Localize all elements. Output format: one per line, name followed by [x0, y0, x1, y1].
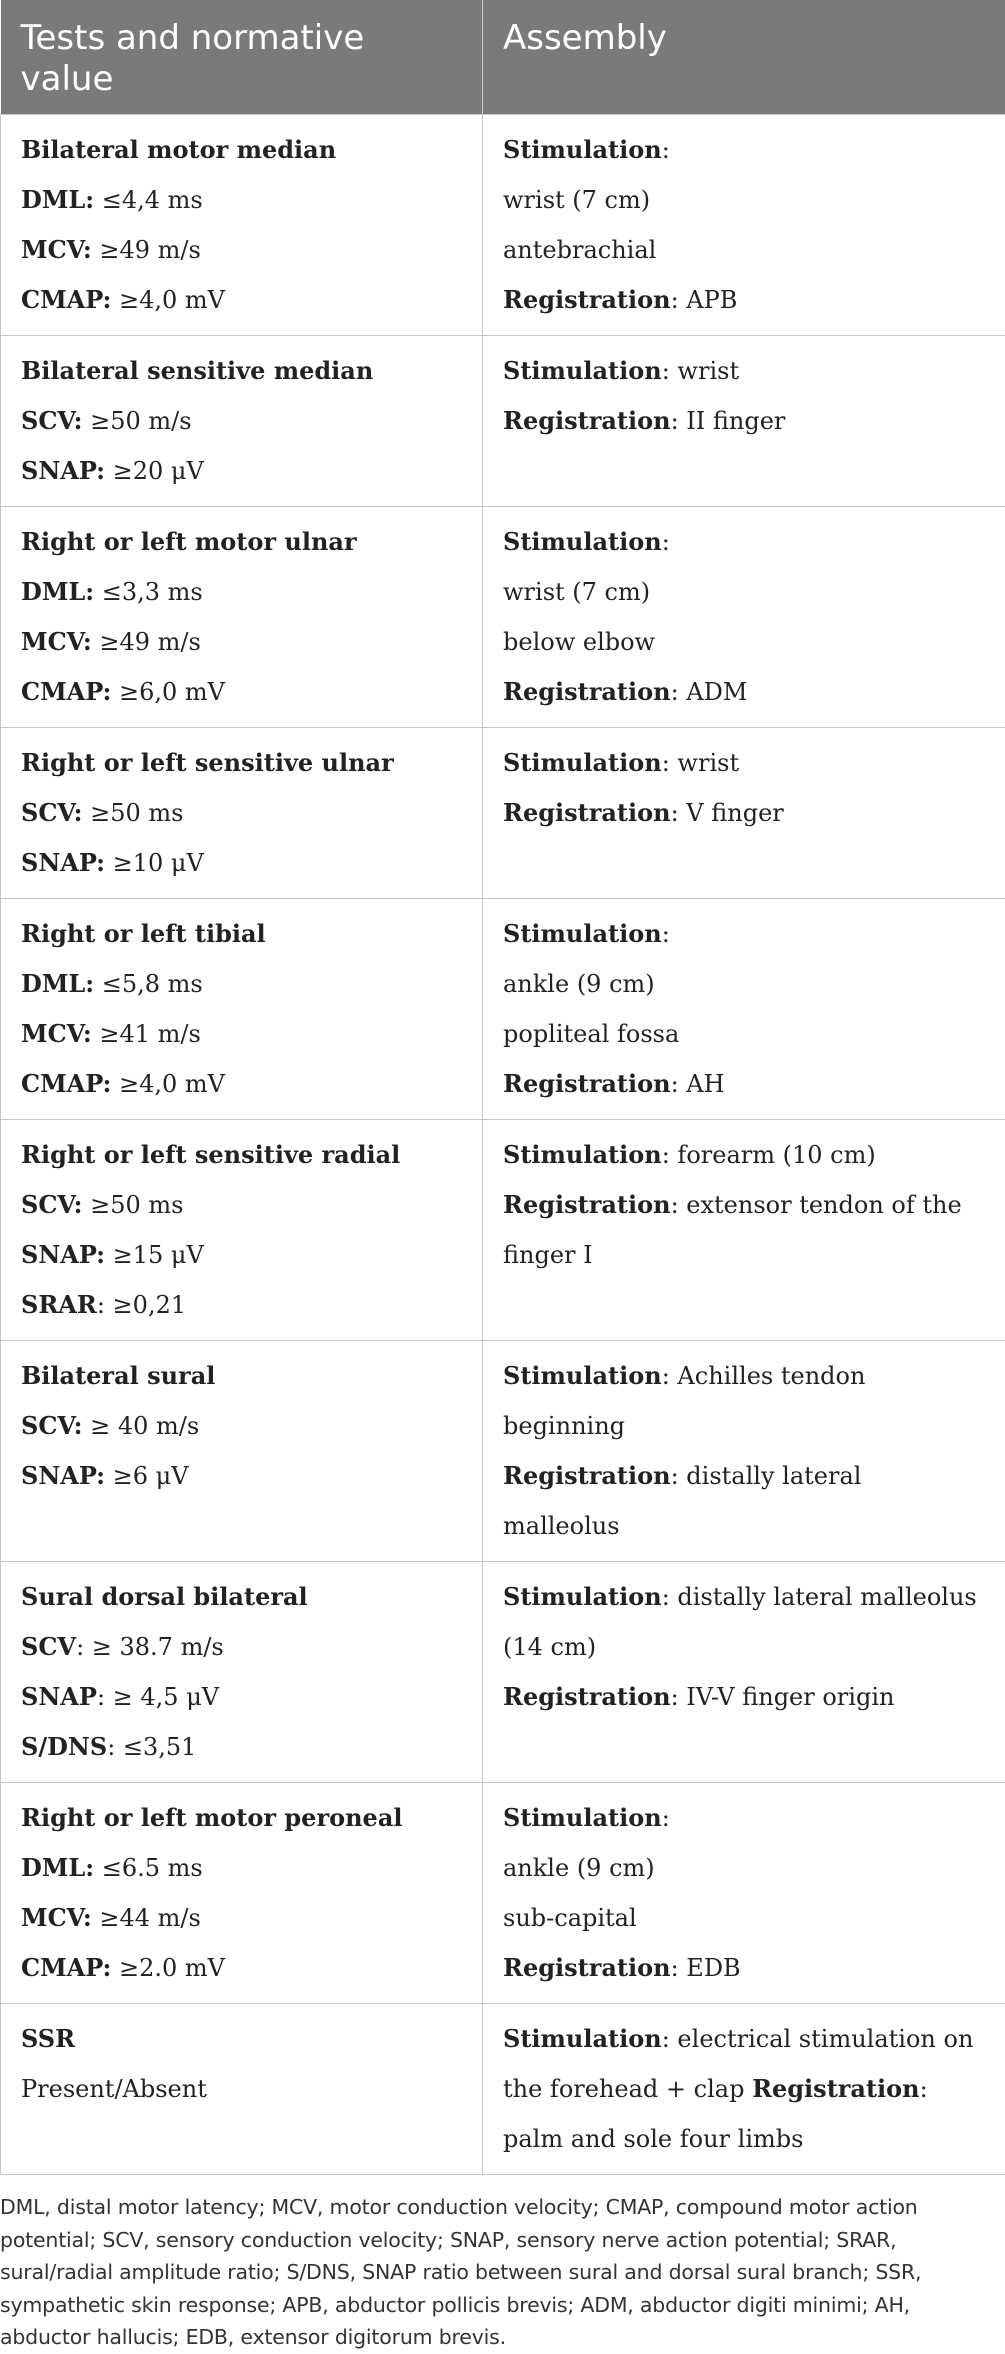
line-value: :: [662, 1804, 670, 1832]
line-label: Registration: [503, 1953, 671, 1982]
table-body: [1, 115, 1005, 2175]
header-row: [1, 0, 1005, 115]
line-label: MCV:: [21, 1903, 92, 1932]
assembly-line: [503, 1672, 985, 1722]
line-value: ≥50 m/s: [83, 407, 192, 435]
line-label: Stimulation: [503, 1582, 662, 1611]
test-criterion: [21, 567, 462, 617]
test-criterion: [21, 175, 462, 225]
test-criterion: [21, 1401, 462, 1451]
line-label: SSR: [21, 2024, 75, 2053]
tests-cell: [1, 507, 483, 728]
assembly-cell: [483, 1341, 1005, 1562]
assembly-line: [503, 125, 985, 175]
assembly-paragraph: [503, 2014, 985, 2164]
assembly-line: [503, 346, 985, 396]
assembly-cell: [483, 2004, 1005, 2175]
line-label: Stimulation: [503, 2024, 662, 2053]
assembly-line: [503, 1451, 985, 1551]
test-name: [21, 1793, 462, 1843]
line-value: : wrist: [662, 357, 739, 385]
line-value: : ≥0,21: [97, 1291, 186, 1319]
line-value: ≤5,8 ms: [94, 970, 203, 998]
assembly-cell: [483, 1120, 1005, 1341]
table-footnote: DML, distal motor latency; MCV, motor conduction velocity; CMAP, compound motor action potential; SCV, sensory conduction velocity; SNAP, sensory nerve action potential; SRAR, sural/radial amplitude ratio; S/DNS, SNAP ratio between sural and dorsal sural branch; SSR, sympathetic skin response; APB, abductor pollicis brevis; ADM, abductor digiti minimi; AH, abductor hallucis; EDB, extensor digitorum brevis.: [0, 2175, 1005, 2354]
tests-cell: [1, 115, 483, 336]
test-criterion: [21, 1722, 462, 1772]
line-label: CMAP:: [21, 1069, 111, 1098]
assembly-cell: [483, 899, 1005, 1120]
test-criterion: [21, 788, 462, 838]
line-label: CMAP:: [21, 677, 111, 706]
line-label: SCV:: [21, 1190, 83, 1219]
line-value: :: [662, 528, 670, 556]
header-assembly: Assembly: [483, 0, 1005, 115]
test-criterion: [21, 1672, 462, 1722]
assembly-line: [503, 396, 985, 446]
assembly-line: [503, 1130, 985, 1180]
line-value: : forearm (10 cm): [662, 1141, 876, 1169]
assembly-line: [503, 738, 985, 788]
line-label: Registration: [752, 2074, 920, 2103]
line-label: Right or left motor ulnar: [21, 527, 357, 556]
line-label: Bilateral motor median: [21, 135, 336, 164]
line-label: Sural dorsal bilateral: [21, 1582, 308, 1611]
assembly-line: [503, 667, 985, 717]
table-row: [1, 115, 1005, 336]
line-value: : AH: [671, 1070, 725, 1098]
assembly-line: [503, 1793, 985, 1843]
line-value: ≥50 ms: [83, 1191, 184, 1219]
line-label: SCV:: [21, 798, 83, 827]
assembly-line: [503, 909, 985, 959]
line-value: below elbow: [503, 628, 655, 656]
assembly-line: [503, 617, 985, 667]
assembly-line: [503, 175, 985, 225]
line-value: ≥ 40 m/s: [83, 1412, 200, 1440]
line-value: : V finger: [671, 799, 784, 827]
assembly-cell: [483, 1562, 1005, 1783]
line-label: SCV: [21, 1632, 76, 1661]
line-label: DML:: [21, 1853, 94, 1882]
tests-cell: [1, 899, 483, 1120]
line-label: Right or left motor peroneal: [21, 1803, 402, 1832]
assembly-line: [503, 788, 985, 838]
line-label: Stimulation: [503, 135, 662, 164]
line-value: ankle (9 cm): [503, 970, 655, 998]
tests-cell: [1, 728, 483, 899]
line-value: ≤4,4 ms: [94, 186, 203, 214]
line-label: Stimulation: [503, 748, 662, 777]
line-label: Registration: [503, 798, 671, 827]
line-label: DML:: [21, 577, 94, 606]
line-value: ≥44 m/s: [92, 1904, 201, 1932]
test-name: [21, 1130, 462, 1180]
line-label: DML:: [21, 969, 94, 998]
line-value: :: [662, 136, 670, 164]
test-name: [21, 1572, 462, 1622]
line-value: : EDB: [671, 1954, 741, 1982]
tests-cell: [1, 1120, 483, 1341]
table-row: [1, 507, 1005, 728]
line-label: Right or left sensitive radial: [21, 1140, 400, 1169]
line-label: Bilateral sensitive median: [21, 356, 373, 385]
test-criterion: [21, 1059, 462, 1109]
line-value: ≥10 μV: [105, 849, 204, 877]
test-name: [21, 517, 462, 567]
test-name: [21, 346, 462, 396]
line-value: wrist (7 cm): [503, 578, 650, 606]
test-criterion: [21, 1893, 462, 1943]
line-value: ≥49 m/s: [92, 236, 201, 264]
test-criterion: [21, 2064, 462, 2114]
line-value: : wrist: [662, 749, 739, 777]
line-label: Stimulation: [503, 919, 662, 948]
assembly-line: [503, 1180, 985, 1280]
test-name: [21, 2014, 462, 2064]
line-value: ≥15 μV: [105, 1241, 204, 1269]
line-value: ≥50 ms: [83, 799, 184, 827]
line-value: : II finger: [671, 407, 786, 435]
line-value: : IV-V finger origin: [671, 1683, 895, 1711]
table-header: [1, 0, 1005, 115]
line-value: ≥4,0 mV: [111, 1070, 225, 1098]
line-value: : ≤3,51: [107, 1733, 196, 1761]
line-value: :: [662, 920, 670, 948]
line-label: Right or left tibial: [21, 919, 266, 948]
assembly-line: [503, 275, 985, 325]
line-label: Right or left sensitive ulnar: [21, 748, 394, 777]
line-label: SNAP: [21, 1682, 97, 1711]
test-criterion: [21, 446, 462, 496]
line-label: Bilateral sural: [21, 1361, 215, 1390]
test-criterion: [21, 1451, 462, 1501]
line-value: : extensor tendon of the finger I: [503, 1191, 969, 1269]
line-label: Registration: [503, 677, 671, 706]
line-value: : Achilles tendon beginning: [503, 1362, 873, 1440]
assembly-cell: [483, 115, 1005, 336]
tests-cell: [1, 2004, 483, 2175]
line-value: : distally lateral malleolus: [503, 1462, 869, 1540]
tests-cell: [1, 1341, 483, 1562]
line-label: Stimulation: [503, 1140, 662, 1169]
line-value: : ADM: [671, 678, 748, 706]
assembly-cell: [483, 728, 1005, 899]
line-label: SCV:: [21, 406, 83, 435]
line-label: Stimulation: [503, 356, 662, 385]
assembly-line: [503, 1351, 985, 1451]
assembly-cell: [483, 336, 1005, 507]
tests-cell: [1, 336, 483, 507]
line-value: sub-capital: [503, 1904, 637, 1932]
line-label: CMAP:: [21, 1953, 111, 1982]
line-label: Registration: [503, 1190, 671, 1219]
line-label: MCV:: [21, 1019, 92, 1048]
test-criterion: [21, 1280, 462, 1330]
line-label: Registration: [503, 1069, 671, 1098]
test-criterion: [21, 1943, 462, 1993]
assembly-line: [503, 1943, 985, 1993]
assembly-line: [503, 1009, 985, 1059]
test-criterion: [21, 617, 462, 667]
test-criterion: [21, 1009, 462, 1059]
line-label: Registration: [503, 406, 671, 435]
line-value: wrist (7 cm): [503, 186, 650, 214]
test-name: [21, 738, 462, 788]
assembly-line: [503, 959, 985, 1009]
test-name: [21, 125, 462, 175]
line-label: SNAP:: [21, 456, 105, 485]
assembly-line: [503, 1893, 985, 1943]
line-value: popliteal fossa: [503, 1020, 679, 1048]
table-row: [1, 1341, 1005, 1562]
tests-cell: [1, 1562, 483, 1783]
line-label: CMAP:: [21, 285, 111, 314]
line-label: Registration: [503, 285, 671, 314]
test-criterion: [21, 1843, 462, 1893]
test-criterion: [21, 1230, 462, 1280]
line-label: Stimulation: [503, 1361, 662, 1390]
assembly-line: [503, 1059, 985, 1109]
line-label: SNAP:: [21, 1461, 105, 1490]
line-label: Registration: [503, 1682, 671, 1711]
test-criterion: [21, 667, 462, 717]
assembly-line: [503, 225, 985, 275]
line-label: SNAP:: [21, 848, 105, 877]
line-value: : distally lateral malleolus (14 cm): [503, 1583, 984, 1661]
table-row: [1, 1783, 1005, 2004]
line-label: Registration: [503, 1461, 671, 1490]
line-value: : APB: [671, 286, 738, 314]
line-value: Present/Absent: [21, 2075, 207, 2103]
table-row: [1, 728, 1005, 899]
line-label: DML:: [21, 185, 94, 214]
test-name: [21, 909, 462, 959]
line-value: ≥41 m/s: [92, 1020, 201, 1048]
line-value: ≤6.5 ms: [94, 1854, 203, 1882]
test-criterion: [21, 838, 462, 888]
line-value: ≥2.0 mV: [111, 1954, 225, 1982]
line-label: Stimulation: [503, 527, 662, 556]
assembly-line: [503, 567, 985, 617]
assembly-line: [503, 517, 985, 567]
line-label: SNAP:: [21, 1240, 105, 1269]
test-criterion: [21, 225, 462, 275]
line-label: Stimulation: [503, 1803, 662, 1832]
table-row: [1, 336, 1005, 507]
line-label: S/DNS: [21, 1732, 107, 1761]
line-label: SCV:: [21, 1411, 83, 1440]
line-value: ≥20 μV: [105, 457, 204, 485]
line-value: : ≥ 38.7 m/s: [76, 1633, 224, 1661]
line-value: antebrachial: [503, 236, 656, 264]
assembly-cell: [483, 1783, 1005, 2004]
header-tests: Tests and normative value: [1, 0, 483, 115]
table-row: [1, 1120, 1005, 1341]
line-label: MCV:: [21, 627, 92, 656]
line-value: : electrical stimulation on the forehead + clap: [503, 2025, 973, 2103]
line-value: ≥6 μV: [105, 1462, 189, 1490]
table-row: [1, 2004, 1005, 2175]
test-criterion: [21, 1622, 462, 1672]
test-criterion: [21, 959, 462, 1009]
test-criterion: [21, 396, 462, 446]
test-name: [21, 1351, 462, 1401]
assembly-line: [503, 1572, 985, 1672]
line-value: ≥4,0 mV: [111, 286, 225, 314]
assembly-line: [503, 1843, 985, 1893]
line-value: ≤3,3 ms: [94, 578, 203, 606]
line-value: : ≥ 4,5 μV: [97, 1683, 219, 1711]
tests-cell: [1, 1783, 483, 2004]
line-value: ≥6,0 mV: [111, 678, 225, 706]
line-label: MCV:: [21, 235, 92, 264]
line-value: : palm and sole four limbs: [503, 2075, 928, 2153]
line-value: ankle (9 cm): [503, 1854, 655, 1882]
table-row: [1, 899, 1005, 1120]
test-criterion: [21, 275, 462, 325]
table-row: [1, 1562, 1005, 1783]
line-value: ≥49 m/s: [92, 628, 201, 656]
assembly-cell: [483, 507, 1005, 728]
test-criterion: [21, 1180, 462, 1230]
line-label: SRAR: [21, 1290, 97, 1319]
